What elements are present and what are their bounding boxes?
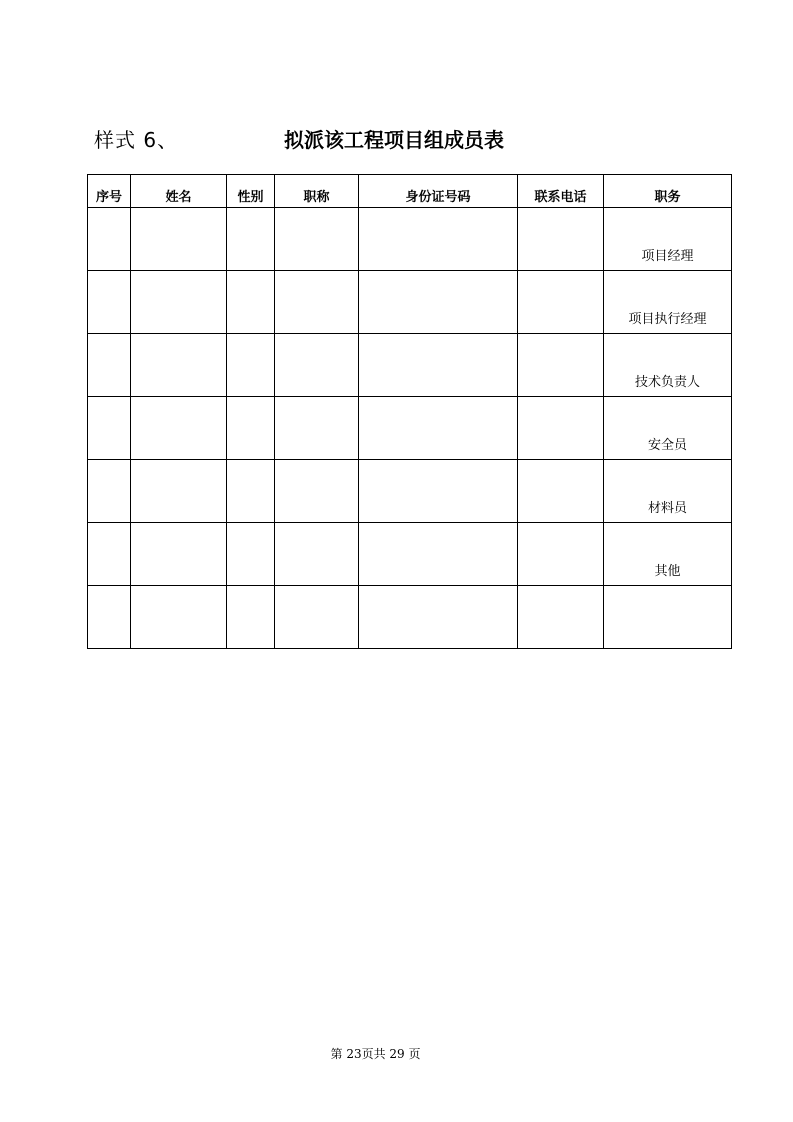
- table-cell: [227, 271, 275, 334]
- table-cell: [88, 397, 131, 460]
- table-cell: [518, 460, 604, 523]
- table-cell: [275, 586, 359, 649]
- table-cell: [227, 397, 275, 460]
- table-cell: [88, 460, 131, 523]
- table-cell: [359, 523, 518, 586]
- column-header-index: 序号: [88, 175, 131, 208]
- table-cell: [131, 586, 227, 649]
- table-cell: [518, 271, 604, 334]
- table-cell: [88, 586, 131, 649]
- table-cell: [131, 460, 227, 523]
- column-header-title: 职称: [275, 175, 359, 208]
- column-header-position: 职务: [604, 175, 732, 208]
- table-cell: [359, 586, 518, 649]
- role-cell: 安全员: [604, 397, 732, 460]
- table-cell: [359, 397, 518, 460]
- table-header-row: [88, 175, 732, 208]
- table-cell: [518, 397, 604, 460]
- table-row: [88, 397, 732, 460]
- table-cell: [359, 334, 518, 397]
- table-cell: [518, 586, 604, 649]
- page-footer: 第 23页共 29 页: [330, 1047, 421, 1061]
- role-cell: 技术负责人: [604, 334, 732, 397]
- table-cell: [275, 460, 359, 523]
- role-cell: 项目执行经理: [604, 271, 732, 334]
- table-row: [88, 586, 732, 649]
- table-cell: [275, 397, 359, 460]
- table-cell: [131, 334, 227, 397]
- table-cell: [131, 397, 227, 460]
- table-cell: [359, 208, 518, 271]
- table-cell: [518, 334, 604, 397]
- table-cell: [227, 208, 275, 271]
- table-cell: [359, 460, 518, 523]
- table-cell: [88, 271, 131, 334]
- table-row: [88, 523, 732, 586]
- table-cell: [359, 271, 518, 334]
- table-row: [88, 208, 732, 271]
- table-cell: [88, 523, 131, 586]
- table-row: [88, 271, 732, 334]
- table-row: [88, 460, 732, 523]
- table-cell: [227, 523, 275, 586]
- table-cell: [275, 208, 359, 271]
- table-cell: [227, 586, 275, 649]
- table-cell: [518, 523, 604, 586]
- role-cell: 项目经理: [604, 208, 732, 271]
- role-cell: [604, 586, 732, 649]
- team-member-table: [87, 174, 732, 649]
- table-cell: [131, 208, 227, 271]
- table-row: [88, 334, 732, 397]
- style-label: 样式 6、: [94, 128, 179, 152]
- table-cell: [227, 334, 275, 397]
- table-cell: [275, 334, 359, 397]
- table-cell: [131, 523, 227, 586]
- table-cell: [275, 523, 359, 586]
- table-cell: [88, 334, 131, 397]
- column-header-gender: 性别: [227, 175, 275, 208]
- role-cell: 其他: [604, 523, 732, 586]
- role-cell: 材料员: [604, 460, 732, 523]
- column-header-id-number: 身份证号码: [359, 175, 518, 208]
- table-cell: [227, 460, 275, 523]
- document-title: 拟派该工程项目组成员表: [284, 128, 504, 152]
- table-cell: [275, 271, 359, 334]
- column-header-phone: 联系电话: [518, 175, 604, 208]
- table-cell: [518, 208, 604, 271]
- table-cell: [131, 271, 227, 334]
- table-cell: [88, 208, 131, 271]
- column-header-name: 姓名: [131, 175, 227, 208]
